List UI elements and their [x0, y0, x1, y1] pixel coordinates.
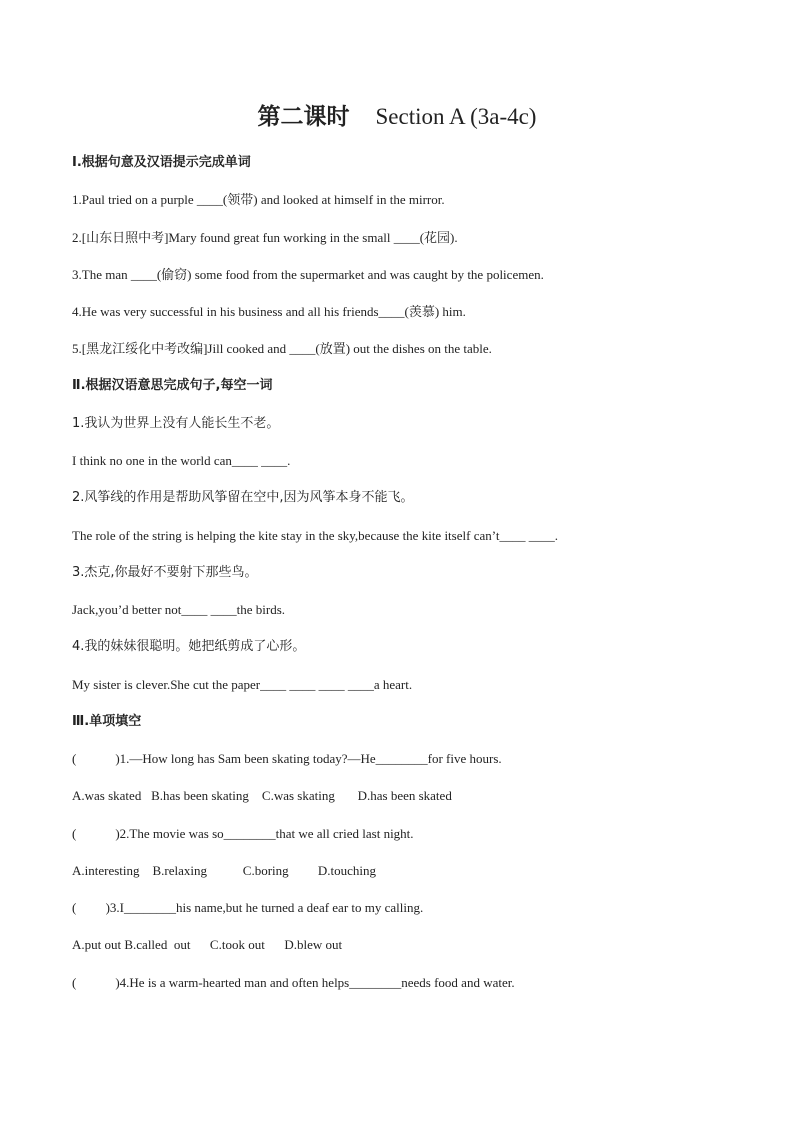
s3-question-4: ( )4.He is a warm-hearted man and often helps________needs food and water. — [72, 975, 515, 990]
s2-question-1-chinese: 1.我认为世界上没有人能长生不老。 — [72, 416, 280, 431]
s1-question-3: 3.The man ____(偷窃) some food from the supermarket and was caught by the policemen. — [72, 267, 544, 282]
s2-question-4-chinese: 4.我的妹妹很聪明。她把纸剪成了心形。 — [72, 639, 306, 654]
s3-question-2: ( )2.The movie was so________that we all cried last night. — [72, 826, 414, 841]
s3-question-3-options: A.put out B.called out C.took out D.blew out — [72, 937, 343, 952]
title-section: Section A (3a-4c) — [375, 104, 537, 129]
section-2-heading: Ⅱ.根据汉语意思完成句子,每空一词 — [72, 378, 273, 393]
s1-question-5: 5.[黑龙江绥化中考改编]Jill cooked and ____(放置) out the dishes on the table. — [72, 341, 492, 356]
section-1-heading: Ⅰ.根据句意及汉语提示完成单词 — [72, 155, 251, 170]
s3-question-1: ( )1.—How long has Sam been skating today?—He________for five hours. — [72, 751, 502, 766]
s3-question-3: ( )3.I________his name,but he turned a deaf ear to my calling. — [72, 900, 424, 915]
s2-question-2-chinese: 2.风筝线的作用是帮助风筝留在空中,因为风筝本身不能飞。 — [72, 490, 414, 505]
s1-question-2: 2.[山东日照中考]Mary found great fun working in the small ____(花园). — [72, 230, 458, 245]
s2-question-3-english: Jack,you’d better not____ ____the birds. — [72, 602, 286, 617]
s3-question-2-options: A.interesting B.relaxing C.boring D.touching — [72, 863, 377, 878]
s2-question-3-chinese: 3.杰克,你最好不要射下那些鸟。 — [72, 565, 258, 580]
section-3-heading: Ⅲ.单项填空 — [72, 714, 142, 729]
s2-question-4-english: My sister is clever.She cut the paper____ ____ ____ ____a heart. — [72, 677, 413, 692]
page-title — [0, 100, 794, 134]
s2-question-1-english: I think no one in the world can____ ____. — [72, 453, 291, 468]
s1-question-4: 4.He was very successful in his business and all his friends____(羡慕) him. — [72, 304, 466, 319]
s3-question-1-options: A.was skated B.has been skating C.was skating D.has been skated — [72, 788, 452, 803]
s1-question-1: 1.Paul tried on a purple ____(领带) and looked at himself in the mirror. — [72, 192, 445, 207]
title-chinese: 第二课时 — [257, 104, 350, 130]
s2-question-2-english: The role of the string is helping the kite stay in the sky,because the kite itself can’t____ ____. — [72, 528, 558, 543]
